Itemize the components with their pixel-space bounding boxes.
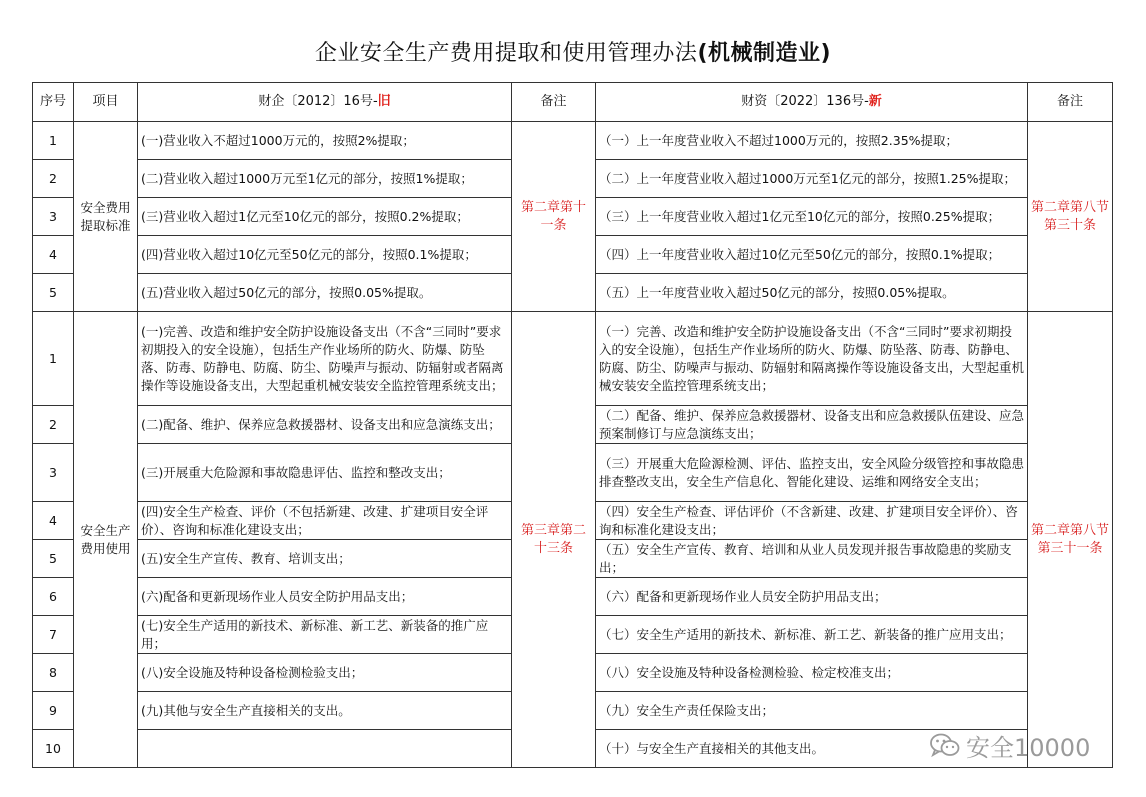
wechat-icon <box>930 733 960 759</box>
watermark <box>930 728 1090 763</box>
old-cell: (五)安全生产宣传、教育、培训支出； <box>138 540 512 578</box>
header-old: 财企〔2012〕16号-旧 <box>138 83 512 122</box>
old-cell: (二)配备、维护、保养应急救援器材、设备支出和应急演练支出； <box>138 406 512 444</box>
table-row <box>33 312 1113 406</box>
old-cell: (五)营业收入超过50亿元的部分，按照0.05%提取。 <box>138 274 512 312</box>
new-cell: （七）安全生产适用的新技术、新标准、新工艺、新装备的推广应用支出； <box>596 616 1028 654</box>
seq-cell: 3 <box>33 198 74 236</box>
seq-cell: 4 <box>33 236 74 274</box>
new-cell: （九）安全生产责任保险支出； <box>596 692 1028 730</box>
title-suffix: (机械制造业) <box>697 41 832 66</box>
item-cell-extraction: 安全费用提取标准 <box>74 122 138 312</box>
seq-cell: 2 <box>33 406 74 444</box>
new-cell: （二）上一年度营业收入超过1000万元至1亿元的部分，按照1.25%提取； <box>596 160 1028 198</box>
seq-cell: 3 <box>33 444 74 502</box>
seq-cell: 1 <box>33 122 74 160</box>
new-tag: 新 <box>868 94 882 109</box>
seq-cell: 5 <box>33 274 74 312</box>
new-cell: （五）上一年度营业收入超过50亿元的部分，按照0.05%提取。 <box>596 274 1028 312</box>
old-cell: (一)完善、改造和维护安全防护设施设备支出（不含“三同时”要求初期投入的安全设施），包括生产作业场所的防火、防爆、防坠落、防毒、防静电、防腐、防尘、防噪声与振动、防辐射或者隔离操作等设施设备支出，大型起重机械安装安全监控管理系统支出； <box>138 312 512 406</box>
seq-cell: 6 <box>33 578 74 616</box>
note-new-cell: 第二章第八节第三十一条 <box>1028 312 1113 768</box>
old-cell: (三)开展重大危险源和事故隐患评估、监控和整改支出； <box>138 444 512 502</box>
old-cell: (二)营业收入超过1000万元至1亿元的部分，按照1%提取； <box>138 160 512 198</box>
seq-cell: 4 <box>33 502 74 540</box>
note-old-cell: 第三章第二十三条 <box>512 312 596 768</box>
old-cell: (三)营业收入超过1亿元至10亿元的部分，按照0.2%提取； <box>138 198 512 236</box>
table-row <box>33 122 1113 160</box>
old-tag: 旧 <box>377 94 391 109</box>
new-cell: （一）完善、改造和维护安全防护设施设备支出（不含“三同时”要求初期投入的安全设施），包括生产作业场所的防火、防爆、防坠落、防毒、防静电、防腐、防尘、防噪声与振动、防辐射和隔离操作等设施设备支出，大型起重机械安装安全监控管理系统支出； <box>596 312 1028 406</box>
old-cell: (一)营业收入不超过1000万元的，按照2%提取； <box>138 122 512 160</box>
old-cell: (四)营业收入超过10亿元至50亿元的部分，按照0.1%提取； <box>138 236 512 274</box>
seq-cell: 2 <box>33 160 74 198</box>
new-cell: （四）上一年度营业收入超过10亿元至50亿元的部分，按照0.1%提取； <box>596 236 1028 274</box>
header-seq: 序号 <box>33 83 74 122</box>
header-new: 财资〔2022〕136号-新 <box>596 83 1028 122</box>
new-cell: （二）配备、维护、保养应急救援器材、设备支出和应急救援队伍建设、应急预案制修订与应急演练支出； <box>596 406 1028 444</box>
old-cell <box>138 730 512 768</box>
old-cell: (四)安全生产检查、评价（不包括新建、改建、扩建项目安全评价）、咨询和标准化建设支出； <box>138 502 512 540</box>
new-cell: （三）开展重大危险源检测、评估、监控支出，安全风险分级管控和事故隐患排查整改支出，安全生产信息化、智能化建设、运维和网络安全支出； <box>596 444 1028 502</box>
seq-cell: 10 <box>33 730 74 768</box>
new-cell: （一）上一年度营业收入不超过1000万元的，按照2.35%提取； <box>596 122 1028 160</box>
table-header-row <box>33 83 1113 122</box>
seq-cell: 8 <box>33 654 74 692</box>
comparison-table <box>32 82 1113 768</box>
seq-cell: 7 <box>33 616 74 654</box>
note-new-cell: 第二章第八节第三十条 <box>1028 122 1113 312</box>
header-note1: 备注 <box>512 83 596 122</box>
new-cell: （三）上一年度营业收入超过1亿元至10亿元的部分，按照0.25%提取； <box>596 198 1028 236</box>
header-item: 项目 <box>74 83 138 122</box>
new-cell: （六）配备和更新现场作业人员安全防护用品支出； <box>596 578 1028 616</box>
new-cell: （五）安全生产宣传、教育、培训和从业人员发现并报告事故隐患的奖励支出； <box>596 540 1028 578</box>
note-old-cell: 第二章第十一条 <box>512 122 596 312</box>
new-cell: （八）安全设施及特种设备检测检验、检定校准支出； <box>596 654 1028 692</box>
page-title <box>0 36 1146 67</box>
new-cell: （十）与安全生产直接相关的其他支出。 <box>596 730 1028 768</box>
header-note2: 备注 <box>1028 83 1113 122</box>
seq-cell: 1 <box>33 312 74 406</box>
new-cell: （四）安全生产检查、评估评价（不含新建、改建、扩建项目安全评价）、咨询和标准化建设支出； <box>596 502 1028 540</box>
title-main: 企业安全生产费用提取和使用管理办法 <box>314 41 698 66</box>
seq-cell: 9 <box>33 692 74 730</box>
old-cell: (八)安全设施及特种设备检测检验支出； <box>138 654 512 692</box>
old-cell: (六)配备和更新现场作业人员安全防护用品支出； <box>138 578 512 616</box>
watermark-text: 安全10000 <box>966 734 1091 762</box>
seq-cell: 5 <box>33 540 74 578</box>
old-cell: (九)其他与安全生产直接相关的支出。 <box>138 692 512 730</box>
old-cell: (七)安全生产适用的新技术、新标准、新工艺、新装备的推广应用； <box>138 616 512 654</box>
item-cell-usage: 安全生产费用使用 <box>74 312 138 768</box>
